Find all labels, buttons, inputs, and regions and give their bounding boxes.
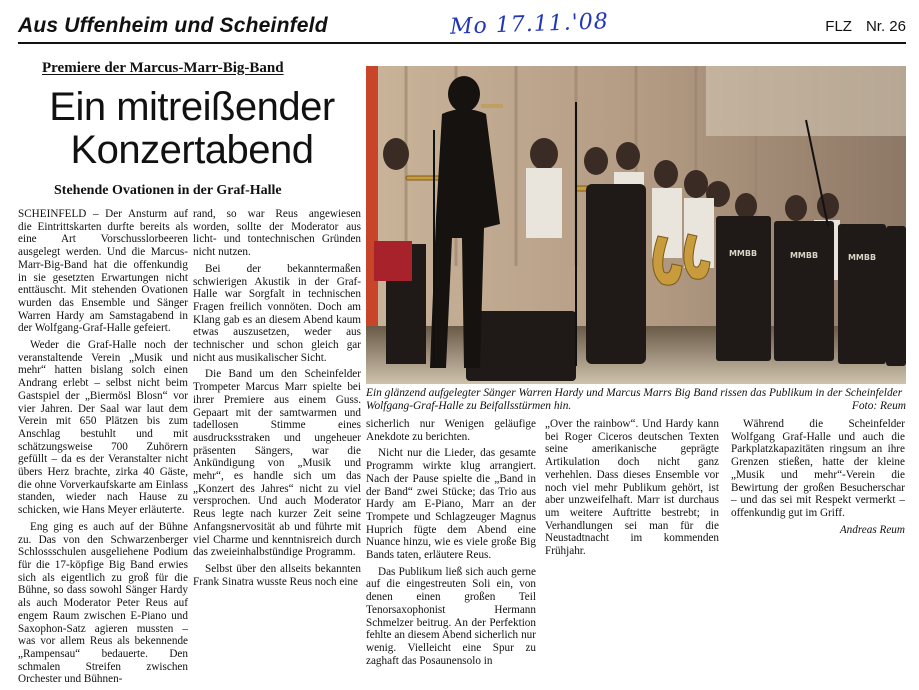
header-rule (18, 42, 906, 44)
paragraph: „Over the rainbow“. Und Hardy kann bei Roger Ciceros deutschen Texten seine amerikanische geprägte Artikulation doch nicht ganz verhehlen. Dass dieses Ensemble vor noch viel mehr Publikum gehört, ist aber unzweifelhaft. Marr ist durchaus um weitere Auftritte bestrebt; in Verhandlungen sei man für die Neustadtnacht im kommenden Frühjahr. (545, 418, 719, 558)
music-stand-label: MMBB (728, 249, 758, 258)
article-kicker: Premiere der Marcus-Marr-Big-Band (42, 60, 284, 76)
text-column-4 (545, 418, 905, 558)
music-stand-label: MMBB (789, 251, 819, 260)
paragraph: Nicht nur die Lieder, das gesamte Programm wirkte klug arrangiert. Nach der Pause spielte die „Band in der Band“ zwei Stücke; das Trio aus Hardy am E-Piano, Marr an der Trompete und Schlagzeuger Magnus Huprich fügte dem Abend eine Nuance hinzu, wie es viele große Big Bands taten, erläutere Reus. (366, 447, 536, 562)
section-title: Aus Uffenheim und Scheinfeld (18, 14, 328, 37)
paragraph: Bei der bekanntermaßen schwierigen Akustik in der Graf-Halle war Sorgfalt in technischen Fragen freilich vonnöten. Doch am Klang gab es an diesem Abend kaum etwas auszusetzen, weder aus technischer und schon gleich gar nicht aus musikalischer Sicht. (193, 262, 361, 364)
article-subhead: Stehende Ovationen in der Graf-Halle (54, 183, 282, 198)
text-column-3 (366, 418, 536, 671)
concert-photo-illustration (366, 66, 906, 384)
music-stand-label: MMBB (847, 253, 877, 262)
concert-photo (366, 66, 906, 384)
handwritten-date: Mo 17.11.'08 (449, 9, 610, 40)
text-column-1 (18, 208, 188, 690)
paragraph: Das Publikum ließ sich auch gerne auf die eingestreuten Soli ein, von denen einen großen Teil Tenorsaxophonist Hermann Schmelzer beitrug. An der Perfektion fehlte an diesem Abend sicherlich nur wenig. Vielleicht eine Spur zu zaghaft das Posaunensolo in (366, 565, 536, 667)
page-header (18, 6, 906, 40)
paragraph: Die Band um den Scheinfelder Trompeter Marcus Marr spielte bei ihrer Premiere aus einem Guss. Gepaart mit der samtwarmen und tadellosen Stimme eines ausdrucksstraken und ungeheuer präsenten Sängers, war die Ankündigung von „Musik und mehr“, es handle sich um das „Konzert des Jahres“ nicht zu viel versprochen. Und auch Moderator Reus legte nach kurzer Zeit seine Anfangsnervosität ab und führte mit viel Charme und kenntnisreich durch das zweieinhalbstündige Programm. (193, 368, 361, 559)
paragraph: SCHEINFELD – Der Ansturm auf die Eintrittskarten durfte bereits als eine Art Vorschusslorbeeren ausgelegt werden. Und die Marcus-Marr-Big-Band hat die offenkundig in sie gesetzten Erwartungen nicht enttäuscht. Mit stehenden Ovationen wurden das Ensemble und Sänger Warren Hardy am Samstagabend in der Wolfgang-Graf-Halle gefeiert. (18, 208, 188, 335)
paper-reference (811, 18, 906, 35)
paragraph: Weder die Graf-Halle noch der veranstaltende Verein „Musik und mehr“ hatten bislang solch einen Andrang erlebt – selbst nicht beim Gastspiel der „Biermösl Blosn“ vor vier Jahren. Der Saal war laut dem Verein mit 650 Plätzen bis zum Anschlag bestuhlt und mit schätzungsweise 700 Zuhörern gefüllt – da es der Veranstalter nicht übers Herz brachte, zirka 40 Gäste, die ohne Vorverkaufskarte am Einlass standen, wieder nach Hause zu schicken, wie Hans Meyer erläuterte. (18, 339, 188, 517)
paragraph: rand, so war Reus angewiesen worden, sollte der Moderator aus licht- und tontechnischen Gründen nicht nutzen. (193, 208, 361, 259)
caption-text: Ein glänzend aufgelegter Sänger Warren Hardy und Marcus Marrs Big Band rissen das Publikum in der Scheinfelder Wolfgang-Graf-Halle zu Beifallsstürmen hin. (366, 387, 903, 412)
paragraph: Während die Scheinfelder Wolfgang Graf-Halle und auch die Parkplatzkapazitäten ringsum an ihre Grenzen stießen, hatte der kleine „Musik und mehr“-Verein die Bewirtung der großen Besucherschar – und das sei mit Respekt vermerkt – offenkundig gut im Griff. (731, 418, 905, 519)
article-headline (22, 86, 362, 172)
page-number: Nr. 26 (865, 18, 906, 35)
paragraph: Eng ging es auch auf der Bühne zu. Das von den Schwarzenberger Schlossschulen ausgeliehene Podium für die 17-köpfige Big Band erwies sich als eigentlich zu groß für die Bühne, so dass sowohl Sänger Hardy als auch Moderator Peter Reus auf engem Raum zwischen E-Piano und Saxophon-Satz agieren mussten – was vor allem Reus als bekennende „Rampensau“ bedauerte. Den schmalen Streifen zwischen Orchester und Bühnen- (18, 520, 188, 686)
paragraph: sicherlich nur Wenigen geläufige Anekdote zu berichten. (366, 418, 536, 443)
author-byline: Andreas Reum (839, 523, 905, 536)
text-column-2 (193, 208, 361, 592)
headline-line-2: Konzertabend (70, 128, 314, 172)
photo-caption (366, 387, 906, 413)
photo-credit: Foto: Reum (851, 400, 906, 412)
paper-name: FLZ (825, 18, 852, 35)
paragraph: Selbst über den allseits bekannten Frank Sinatra wusste Reus noch eine (193, 562, 361, 588)
headline-line-1: Ein mitreißender (49, 85, 335, 129)
